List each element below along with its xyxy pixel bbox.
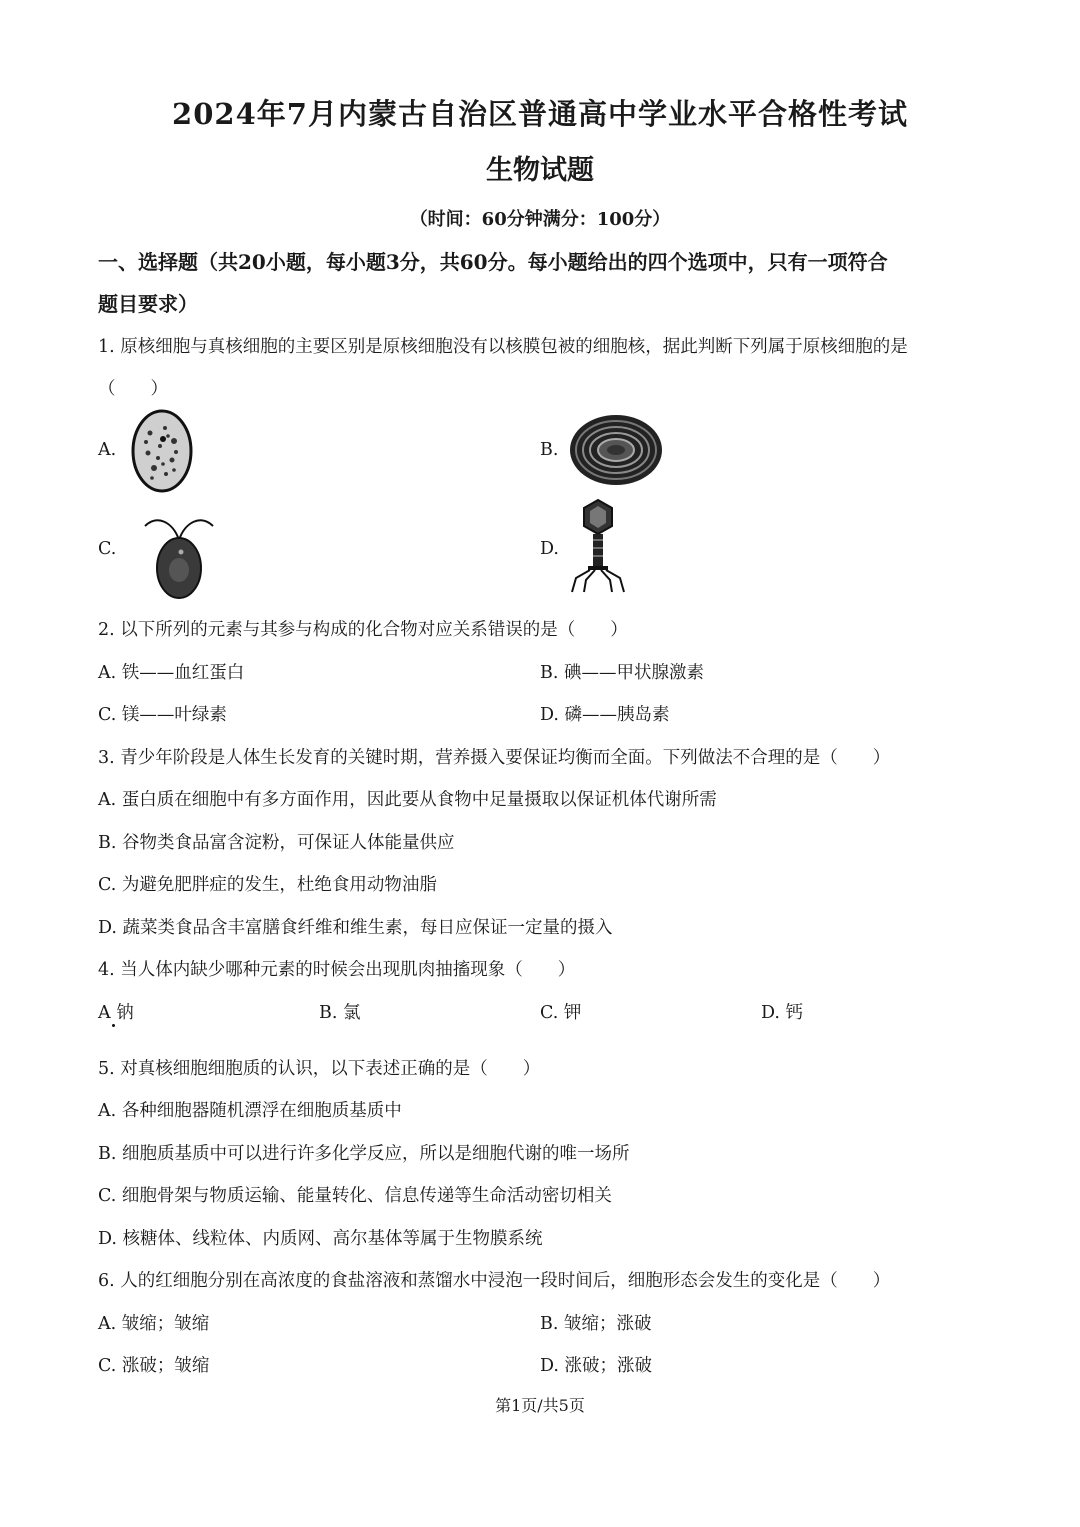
time-info: （时间：60分钟满分：100分） bbox=[409, 209, 671, 230]
question-6-option-c: C. 涨破；皱缩 bbox=[98, 1356, 210, 1376]
question-3-stem: 3. 青少年阶段是人体生长发育的关键时期，营养摄入要保证均衡而全面。下列做法不合理的是（ ） bbox=[98, 748, 891, 768]
question-1-option-d: D. bbox=[540, 539, 559, 559]
question-2-option-d: D. 磷——胰岛素 bbox=[540, 705, 670, 725]
bacteriophage-image bbox=[568, 498, 628, 598]
oval-cell-image bbox=[130, 408, 194, 498]
question-1-option-a: A. bbox=[98, 440, 117, 460]
question-5-stem: 5. 对真核细胞细胞质的认识，以下表述正确的是（ ） bbox=[98, 1059, 541, 1079]
question-4-option-a: A 钠 bbox=[98, 1003, 134, 1023]
question-4-option-d: D. 钙 bbox=[761, 1003, 804, 1023]
question-2-stem: 2. 以下所列的元素与其参与构成的化合物对应关系错误的是（ ） bbox=[98, 620, 628, 640]
question-4-stem: 4. 当人体内缺少哪种元素的时候会出现肌肉抽搐现象（ ） bbox=[98, 960, 576, 980]
question-1-stem: 1. 原核细胞与真核细胞的主要区别是原核细胞没有以核膜包被的细胞核，据此判断下列属于原核细胞的是 bbox=[98, 337, 908, 357]
question-5-option-b: B. 细胞质基质中可以进行许多化学反应，所以是细胞代谢的唯一场所 bbox=[98, 1144, 630, 1164]
question-4-option-b: B. 氯 bbox=[319, 1003, 361, 1023]
question-2-option-b: B. 碘——甲状腺激素 bbox=[540, 663, 704, 683]
striated-round-cell-image bbox=[567, 412, 665, 492]
exam-title: 2024年7月内蒙古自治区普通高中学业水平合格性考试 bbox=[172, 97, 908, 131]
flagellated-cell-image bbox=[137, 512, 221, 604]
exam-subtitle: 生物试题 bbox=[486, 155, 594, 186]
question-1-option-b: B. bbox=[540, 440, 559, 460]
section-heading-line1: 一、选择题（共20小题，每小题3分，共60分。每小题给出的四个选项中，只有一项符合 bbox=[98, 250, 888, 274]
section-heading-line2: 题目要求） bbox=[98, 292, 198, 316]
question-6-option-b: B. 皱缩；涨破 bbox=[540, 1314, 652, 1334]
question-2-option-a: A. 铁——血红蛋白 bbox=[98, 663, 245, 683]
question-5-option-c: C. 细胞骨架与物质运输、能量转化、信息传递等生命活动密切相关 bbox=[98, 1186, 612, 1206]
question-3-option-c: C. 为避免肥胖症的发生，杜绝食用动物油脂 bbox=[98, 875, 437, 895]
question-6-option-d: D. 涨破；涨破 bbox=[540, 1356, 653, 1376]
question-3-option-a: A. 蛋白质在细胞中有多方面作用，因此要从食物中足量摄取以保证机体代谢所需 bbox=[98, 790, 717, 810]
question-1-blank: （ ） bbox=[98, 379, 168, 399]
question-3-option-d: D. 蔬菜类食品含丰富膳食纤维和维生素，每日应保证一定量的摄入 bbox=[98, 918, 613, 938]
question-6-option-a: A. 皱缩；皱缩 bbox=[98, 1314, 210, 1334]
question-5-option-a: A. 各种细胞器随机漂浮在细胞质基质中 bbox=[98, 1101, 402, 1121]
question-1-option-c: C. bbox=[98, 539, 117, 559]
question-4-option-c: C. 钾 bbox=[540, 1003, 582, 1023]
page-number: 第1页/共5页 bbox=[495, 1396, 585, 1415]
question-3-option-b: B. 谷物类食品富含淀粉，可保证人体能量供应 bbox=[98, 833, 455, 853]
question-2-option-c: C. 镁——叶绿素 bbox=[98, 705, 227, 725]
stray-dot bbox=[112, 1024, 115, 1027]
question-6-stem: 6. 人的红细胞分别在高浓度的食盐溶液和蒸馏水中浸泡一段时间后，细胞形态会发生的变化是（ ） bbox=[98, 1271, 891, 1291]
question-5-option-d: D. 核糖体、线粒体、内质网、高尔基体等属于生物膜系统 bbox=[98, 1229, 543, 1249]
